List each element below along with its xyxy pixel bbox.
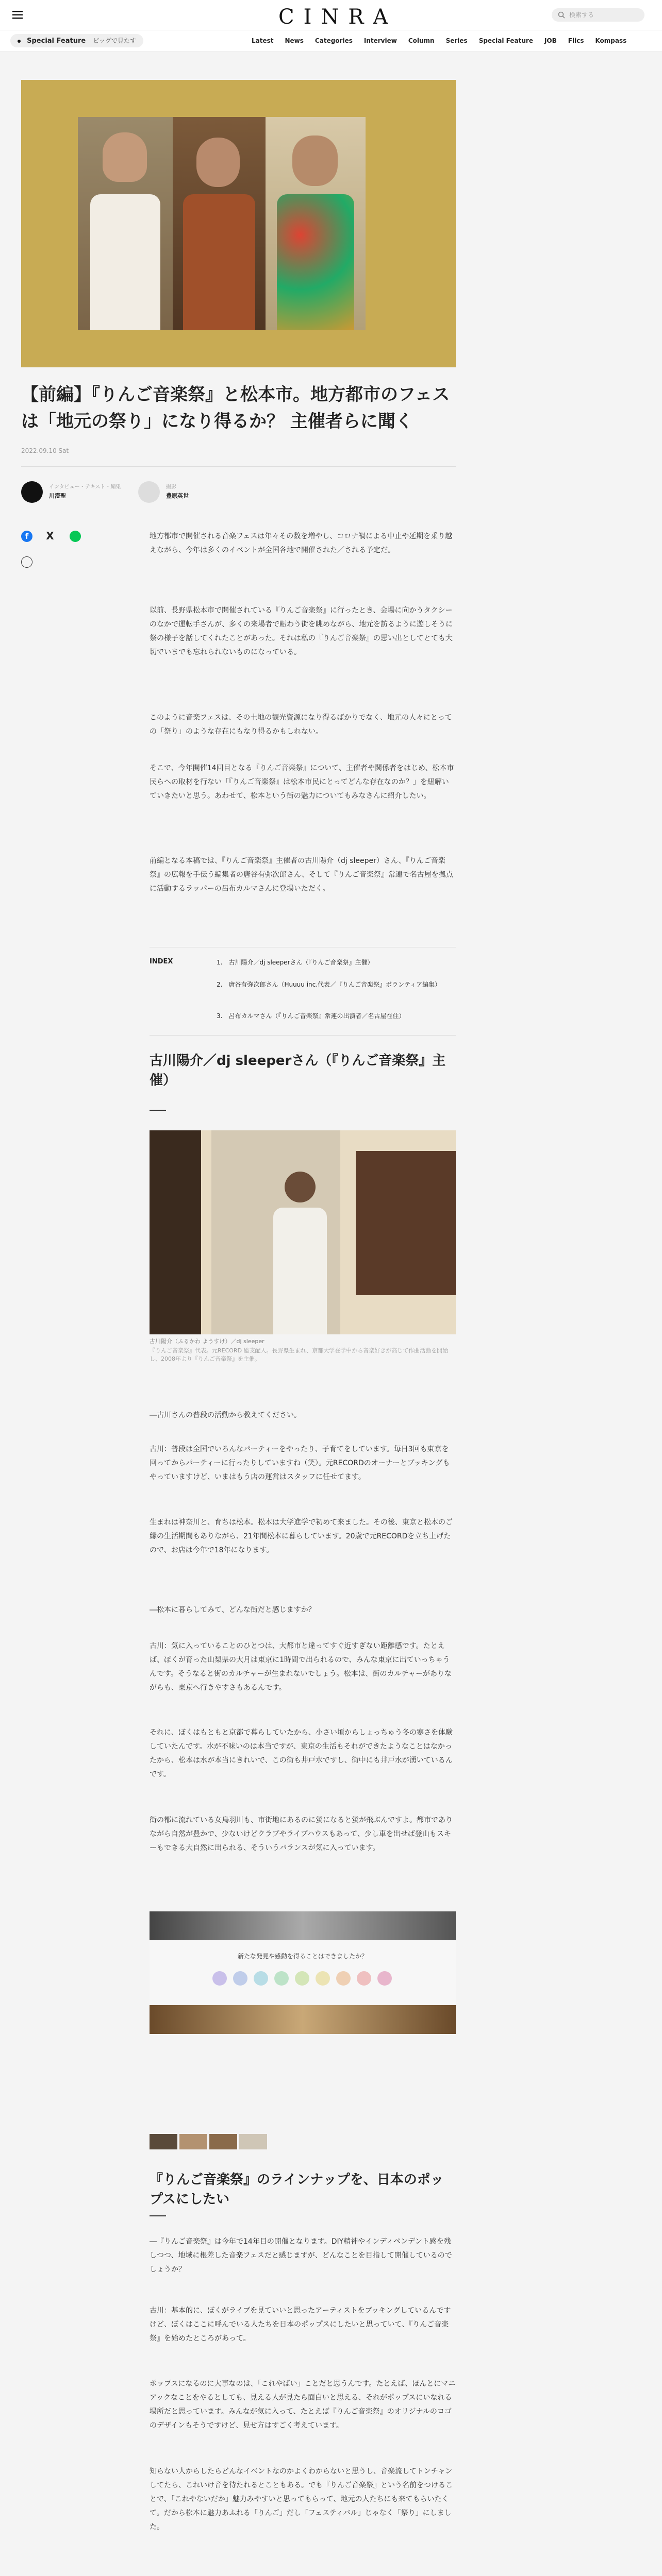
menu-interview[interactable]: Interview (363, 37, 397, 44)
carousel-thumb[interactable] (209, 2134, 237, 2149)
facebook-share-icon[interactable]: f (21, 531, 32, 542)
scale-button[interactable] (233, 1971, 247, 1986)
author-role: インタビュー・テキスト・編集 (49, 484, 121, 490)
scale-button[interactable] (295, 1971, 309, 1986)
author-avatar (21, 481, 43, 503)
index-item[interactable]: 1. 古川陽介／dj sleeperさん（『りんご音楽祭』主催） (217, 959, 374, 966)
survey-scale (212, 1971, 392, 1986)
menu-special-feature[interactable]: Special Feature (478, 37, 533, 44)
intro-paragraph: 前編となる本稿では、『りんご音楽祭』主催者の古川陽介（dj sleeper）さん、『りんご音楽祭』の広報を手伝う編集者の唐谷有弥次郎さん、そして『りんご音楽祭』常連で名古屋を拠点に活動するラッパーの呂布カルマさんに登場いただく。 (150, 857, 453, 893)
scale-button[interactable] (254, 1971, 268, 1986)
author-name: 豊原英世 (166, 493, 189, 499)
interview-photo-1 (150, 1130, 456, 1334)
article-title: 【前編】『りんご音楽祭』と松本市。地方都市のフェスは「地元の祭り」になり得るか？ 主催者らに聞く (21, 384, 450, 432)
top-navbar (0, 0, 662, 30)
special-pill-sub: ビッグで見たす (93, 37, 136, 44)
x-share-icon[interactable]: X (46, 530, 54, 542)
line-share-icon[interactable] (70, 531, 81, 542)
photo-caption-detail: 『りんご音楽祭』代表。元RECORD 総支配人。長野県生まれ、京都大学在学中から音楽好きが高じて作曲活動を開始し、2008年より『りんご音楽祭』を主催。 (150, 1347, 449, 1362)
photo-caption: 古川陽介（ふるかわ ようすけ）／dj sleeper (150, 1338, 264, 1345)
menu-series[interactable]: Series (445, 37, 468, 44)
article-date: 2022.09.10 Sat (21, 447, 69, 454)
special-pill-dot-icon (18, 40, 21, 43)
scale-button[interactable] (316, 1971, 330, 1986)
hero-image (21, 80, 456, 367)
author-name: 川澄聖 (49, 493, 66, 499)
intro-paragraph: 地方都市で開催される音楽フェスは年々その数を増やし、コロナ禍による中止や延期を乗り越えながら、今年は多くのイベントが全国各地で開催された／される予定だ。 (150, 532, 453, 554)
search-icon (558, 11, 565, 19)
hero-photo-person-1 (78, 117, 173, 330)
divider (21, 466, 456, 467)
index-box (150, 947, 456, 1036)
heading-underline (150, 1110, 166, 1111)
scale-button[interactable] (377, 1971, 392, 1986)
answer-text: 古川：気に入っていることのひとつは、大都市と違ってすぐ近すぎない距離感です。たとえば、ぼくが育った山梨県の大月は東京に1時間で出られるので、みんな東京に出ていっちゃうんです。そうなると街のカルチャーが生まれないでしょう。松本は、街のカルチャーがありながらも、東京へ行きやすさもあるんです。 (150, 1642, 452, 1692)
author-avatar (138, 481, 160, 503)
carousel-thumb[interactable] (239, 2134, 267, 2149)
intro-paragraph: このように音楽フェスは、その土地の観光資源になり得るばかりでなく、地元の人々にとっての「祭り」のような存在にもなり得るかもしれない。 (150, 714, 452, 736)
menu-kompass[interactable]: Kompass (595, 37, 627, 44)
hamburger-icon[interactable] (12, 10, 23, 20)
menu-flics[interactable]: Flics (568, 37, 584, 44)
answer-body: 古川：普段は全国でいろんなパーティーをやったり、子育てをしています。毎日3回も東京を回ってからパーティーに行ったりしていますね（笑）。元RECORDのオーナーとブッキングもやっていますけど、いまはもう店の運営はスタッフに任せてます。 (150, 1445, 450, 1481)
index-item[interactable]: 3. 呂布カルマさん（『りんご音楽祭』常連の出演者／名古屋在住） (217, 1012, 405, 1020)
answer-text: 古川：基本的に、ぼくがライブを見ていいと思ったアーティストをブッキングしているんですけど、ぼくはここに呼んでいる人たちを日本のポップスにしたいと思っていて、『りんご音楽祭』を始めたところがあって。 (150, 2307, 451, 2343)
special-pill-label: Special Feature (27, 37, 86, 45)
heading-underline (150, 2215, 166, 2216)
scale-button[interactable] (212, 1971, 227, 1986)
intro-paragraph: そこで、今年開催14回目となる『りんご音楽祭』について、主催者や関係者をはじめ、松本市民らへの取材を行ない「『りんご音楽祭』は松本市民にとってどんな存在なのか？」を紐解いていきたいと思う。あわせて、松本という街の魅力についてもみなさんに紹介したい。 (150, 764, 454, 800)
scale-button[interactable] (336, 1971, 351, 1986)
survey-banner[interactable] (150, 1911, 456, 2034)
answer-text: 知らない人からしたらどんなイベントなのかよくわからないと思うし、音楽流してトンチャンしてたら、これいけ音を待たれるとこともある。でも『りんご音楽祭』という名前をつけることで、「これやないだか」魅力みやすいと思ってもらって、地元の人たちにも来てもらいたくて。だから松本に魅力あふれる「りんご」だし「フェスティバル」じゃなく「祭り」にしました。 (150, 2467, 453, 2531)
main-menu (252, 30, 626, 51)
bookmark-icon[interactable] (21, 556, 32, 568)
menu-latest[interactable]: Latest (252, 37, 274, 44)
section-heading: 古川陽介／dj sleeperさん（『りんご音楽祭』主催） (150, 1053, 446, 1088)
search-placeholder: 検索する (569, 11, 594, 19)
scale-button[interactable] (357, 1971, 371, 1986)
section-heading: 『りんご音楽祭』のラインナップを、日本のポップスにしたい (150, 2172, 444, 2207)
answer-text (150, 1443, 456, 1484)
survey-title: 新たな発見や感動を得ることはできましたか？ (237, 1953, 368, 1960)
index-item[interactable]: 2. 唐谷有弥次郎さん（Huuuu inc.代表／『りんご音楽祭』ボランティア編集） (217, 981, 441, 988)
question-text: ―松本に暮らしてみて、どんな街だと感じますか？ (150, 1606, 316, 1614)
search-input[interactable] (552, 8, 644, 22)
carousel-thumb[interactable] (179, 2134, 207, 2149)
menu-column[interactable]: Column (408, 37, 435, 44)
scale-button[interactable] (274, 1971, 289, 1986)
author-role: 撮影 (166, 484, 176, 490)
special-feature-pill[interactable] (10, 34, 143, 47)
site-logo[interactable]: CINRA (278, 5, 398, 29)
intro-paragraph: 以前、長野県松本市で開催されている『りんご音楽祭』に行ったとき、会場に向かうタクシーのなかで運転手さんが、多くの来場者で賑わう街を眺めながら、地元を訪るように遊しそうに祭の様子を話してくれたことがあった。それは私の『りんご音楽祭』の思い出としてとても大切でいまでも忘れられないものになっている。 (150, 606, 453, 656)
sub-navbar (0, 30, 662, 52)
hero-photo-person-3 (266, 117, 366, 330)
menu-categories[interactable]: Categories (315, 37, 353, 44)
hero-photo-person-2 (173, 117, 266, 330)
answer-text: 街の都に流れている女鳥羽川も、市街地にあるのに蛍になると蛍が飛ぶんですよ。都市でありながら自然が豊かで、少ないけどクラブやライブハウスもあって、少し車を出せば登山もスキーもできる大自然に出られる、そういうバランスが気に入っています。 (150, 1816, 453, 1852)
question-text: ―『りんご音楽祭』は今年で14年目の開催となります。DIY精神やインディペンデント感を残しつつ、地域に根差した音楽フェスだと感じますが、どんなことを目指して開催しているのでしょうか？ (150, 2238, 452, 2274)
answer-text: それに、ぼくはもともと京都で暮らしていたから、小さい頃からしょっちゅう冬の寒さを体験していたんです。水が不味いのは本当ですが、東京の生活もそれができたようなことはなかったから、松本は水が本当にきれいで、この街も井戸水ですし、街中にも井戸水が湧いているんです。 (150, 1728, 453, 1778)
carousel-thumbnails (150, 2134, 267, 2149)
menu-news[interactable]: News (285, 37, 304, 44)
carousel-thumb[interactable] (150, 2134, 177, 2149)
answer-text: ポップスになるのに大事なのは、「これやばい」ことだと思うんです。たとえば、ほんとにマニアックなことをやるとしても、見える人が見たら面白いと思える、それがポップスにいなれる場所だと思っています。みんなが気に入って、たとえば『りんご音楽祭』のオリジナルのロゴのデザインもそうですけど、見せ方はすごく考えています。 (150, 2380, 456, 2430)
menu-job[interactable]: JOB (544, 37, 557, 44)
answer-text: 生まれは神奈川と、育ちは松本。松本は大学進学で初めて来ました。その後、東京と松本のご縁の生活期間もありながら、21年間松本に暮らしています。20歳で元RECORDを立ち上げたので、お店は今年で18年になります。 (150, 1518, 453, 1554)
question-text: ―古川さんの普段の活動から教えてください。 (150, 1411, 301, 1419)
index-label: INDEX (150, 958, 173, 965)
